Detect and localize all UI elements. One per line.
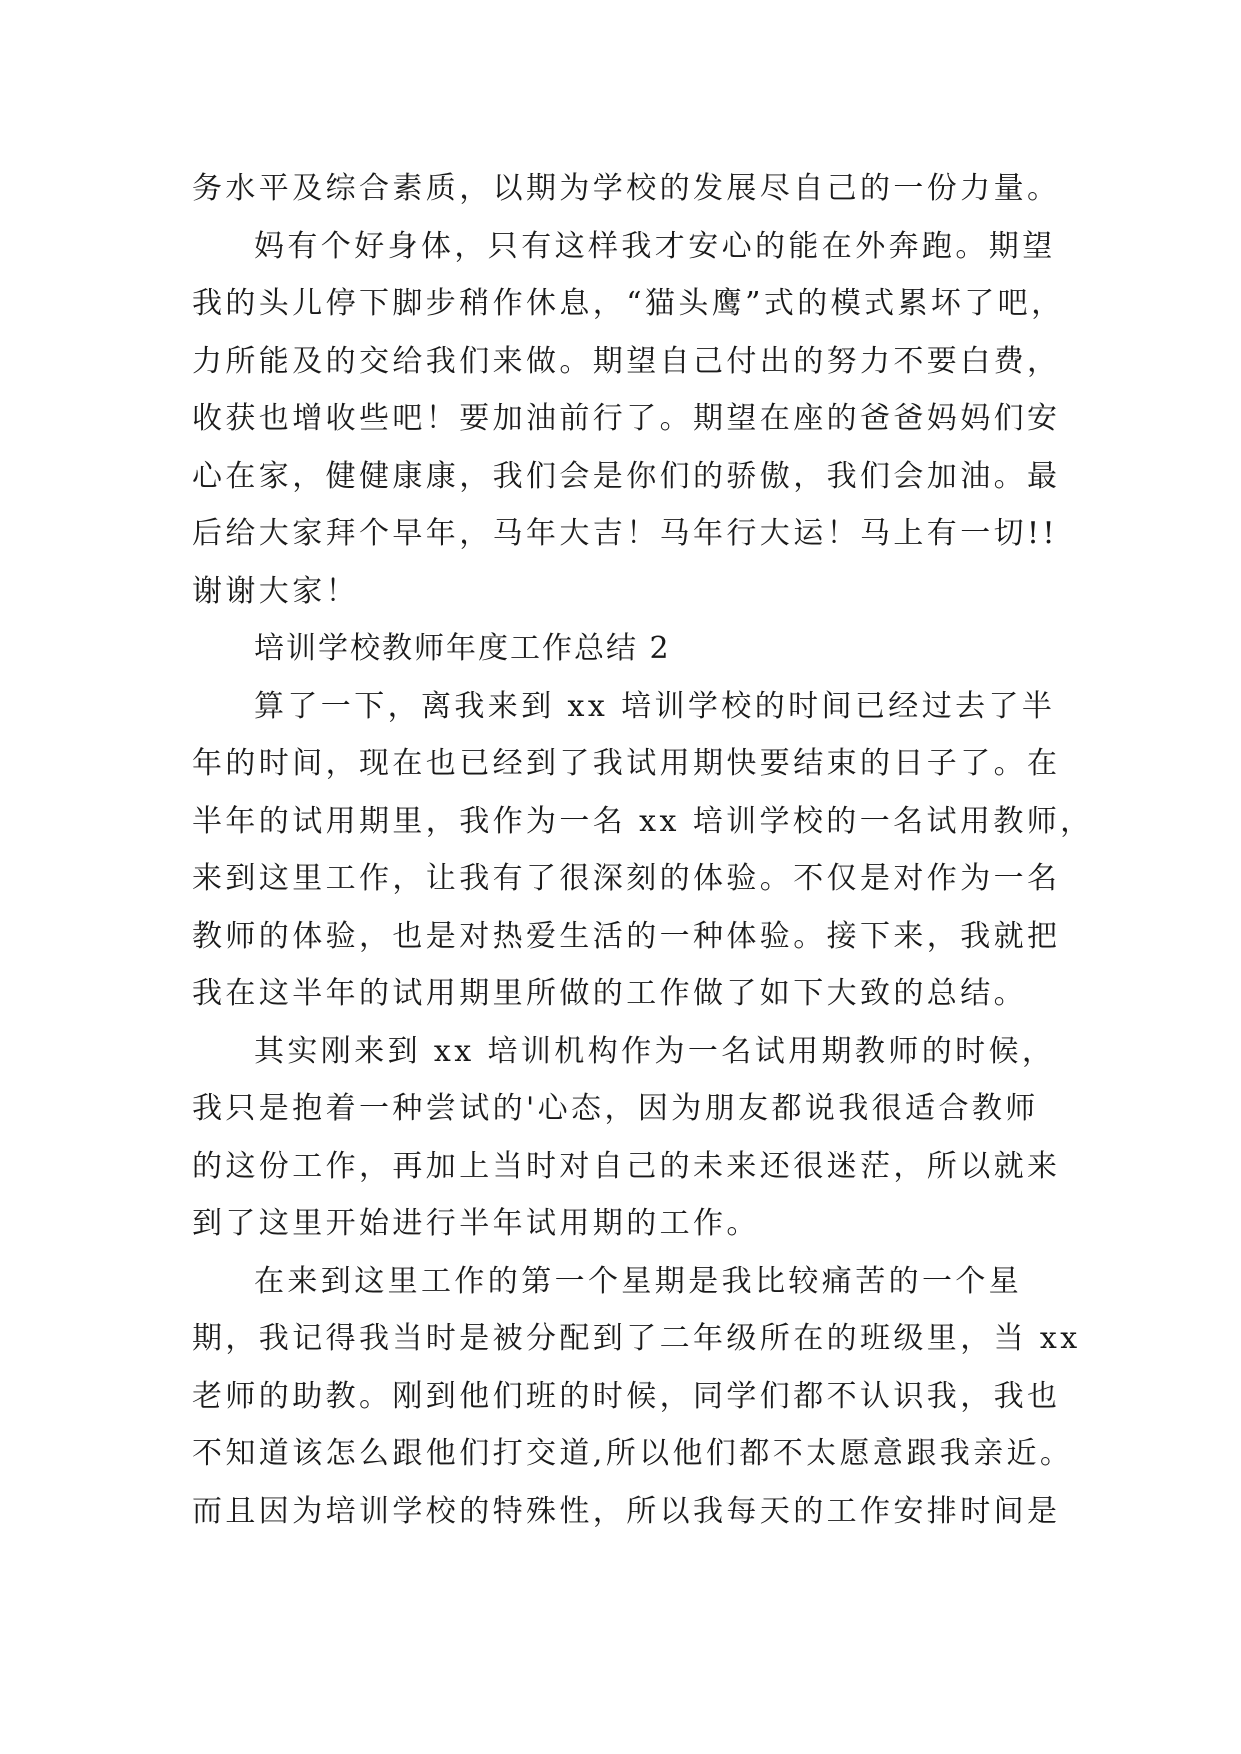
text-line: 不知道该怎么跟他们打交道,所以他们都不太愿意跟我亲近。 — [192, 1436, 1074, 1471]
text-line: 谢谢大家！ — [192, 573, 359, 609]
text-line: 期，我记得我当时是被分配到了二年级所在的班级里，当 xx — [192, 1321, 1081, 1356]
text-line: 年的时间，现在也已经到了我试用期快要结束的日子了。在 — [192, 746, 1061, 781]
text-line: 妈有个好身体，只有这样我才安心的能在外奔跑。期望 — [254, 228, 1056, 264]
text-line: 在来到这里工作的第一个星期是我比较痛苦的一个星 — [254, 1263, 1023, 1299]
text-line: 力所能及的交给我们来做。期望自己付出的努力不要白费， — [192, 343, 1061, 379]
text-line: 我只是抱着一种尝试的'心态，因为朋友都说我很适合教师 — [192, 1091, 1039, 1126]
text-line: 后给大家拜个早年，马年大吉！马年行大运！马上有一切!! — [192, 516, 1058, 551]
text-line: 我的头儿停下脚步稍作休息，“猫头鹰”式的模式累坏了吧， — [192, 286, 1065, 321]
text-line: 我在这半年的试用期里所做的工作做了如下大致的总结。 — [192, 976, 1027, 1011]
text-line: 到了这里开始进行半年试用期的工作。 — [192, 1206, 760, 1241]
section-title: 培训学校教师年度工作总结 2 — [254, 631, 671, 666]
text-line: 务水平及综合素质，以期为学校的发展尽自己的一份力量。 — [192, 171, 1061, 206]
text-line: 算了一下，离我来到 xx 培训学校的时间已经过去了半 — [254, 688, 1056, 724]
text-line: 而且因为培训学校的特殊性，所以我每天的工作安排时间是 — [192, 1493, 1061, 1529]
text-line: 的这份工作，再加上当时对自己的未来还很迷茫，所以就来 — [192, 1148, 1061, 1184]
document-body — [192, 160, 1094, 1540]
text-line: 半年的试用期里，我作为一名 xx 培训学校的一名试用教师， — [192, 803, 1094, 839]
text-line: 心在家，健健康康，我们会是你们的骄傲，我们会加油。最 — [192, 458, 1061, 494]
text-line: 收获也增收些吧！要加油前行了。期望在座的爸爸妈妈们安 — [192, 401, 1061, 436]
text-line: 来到这里工作，让我有了很深刻的体验。不仅是对作为一名 — [192, 861, 1061, 896]
text-line: 其实刚来到 xx 培训机构作为一名试用期教师的时候， — [254, 1033, 1056, 1069]
text-line: 教师的体验，也是对热爱生活的一种体验。接下来，我就把 — [192, 918, 1061, 954]
text-line: 老师的助教。刚到他们班的时候，同学们都不认识我，我也 — [192, 1378, 1061, 1414]
